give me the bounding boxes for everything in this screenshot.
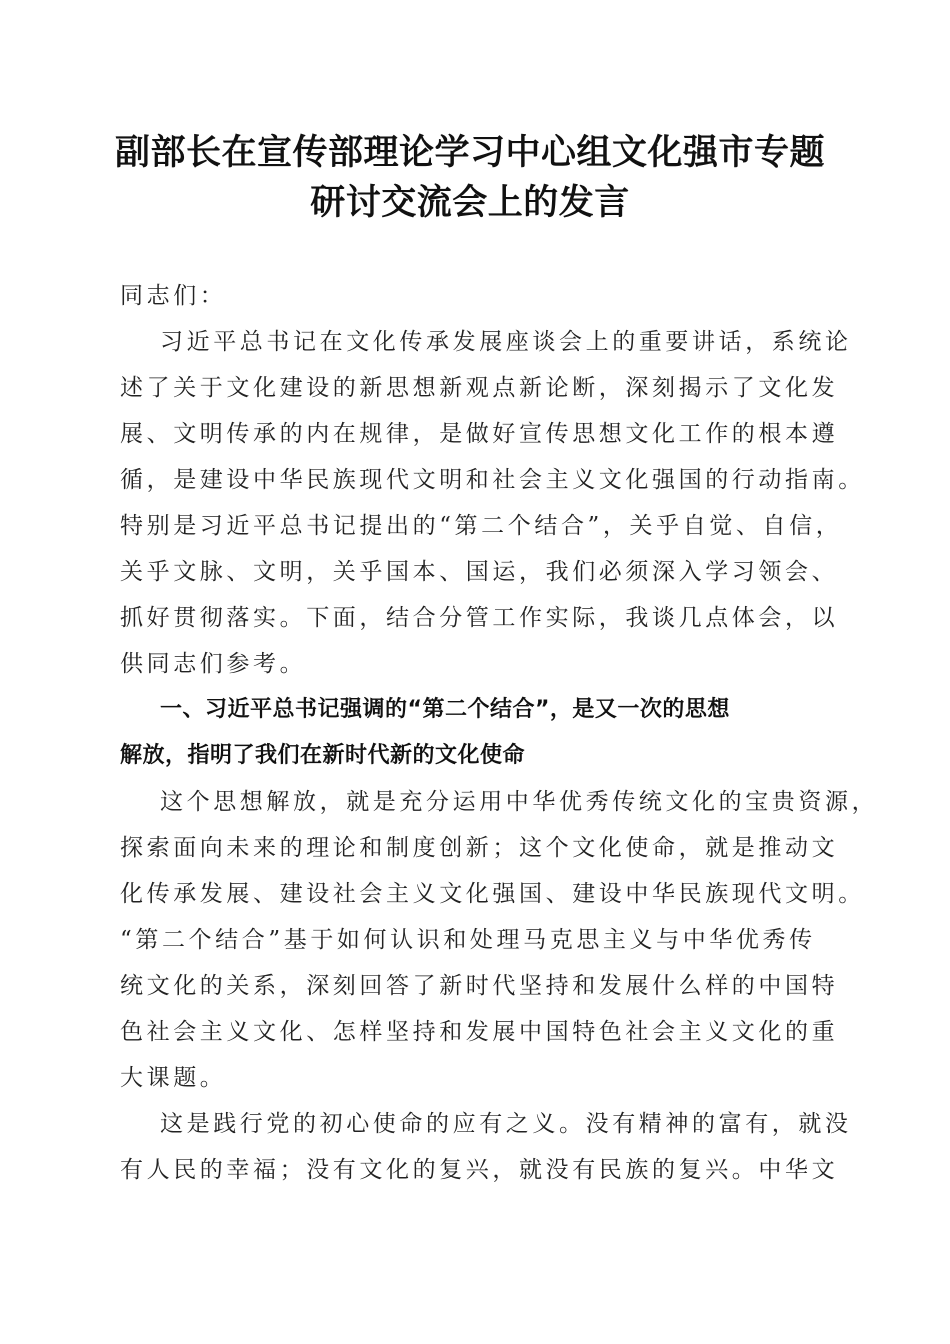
text-line: 化传承发展、建设社会主义文化强国、建设中华民族现代文明。 [120,881,865,907]
heading-line: 一、习近平总书记强调的“第二个结合”，是又一次的思想 [160,697,730,722]
paragraph-intro [120,319,865,687]
text-line: 抓好贯彻落实。下面，结合分管工作实际，我谈几点体会，以 [120,605,839,631]
text-line: 供同志们参考。 [120,651,307,677]
title-line: 研讨交流会上的发言 [310,182,630,223]
text-line: 这个思想解放，就是充分运用中华优秀传统文化的宝贵资源， [160,789,879,815]
text-line: 统文化的关系，深刻回答了新时代坚持和发展什么样的中国特 [120,973,839,999]
paragraph-section-1 [120,779,879,1101]
text-line: 述了关于文化建设的新思想新观点新论断，深刻揭示了文化发 [120,375,839,401]
document-body [120,273,879,1193]
text-line: 习近平总书记在文化传承发展座谈会上的重要讲话，系统论 [160,329,852,355]
text-line: 这是践行党的初心使命的应有之义。没有精神的富有，就没 [160,1111,852,1137]
text-line: 展、文明传承的内在规律，是做好宣传思想文化工作的根本遵 [120,421,839,447]
salutation [120,273,832,319]
text-line: “第二个结合”基于如何认识和处理马克思主义与中华优秀传 [120,927,816,953]
heading-line: 解放，指明了我们在新时代新的文化使命 [120,743,526,768]
salutation-text: 同志们： [120,283,227,309]
text-line: 关乎文脉、文明，关乎国本、国运，我们必须深入学习领会、 [120,559,839,585]
text-line: 特别是习近平总书记提出的“第二个结合”，关乎自觉、自信， [120,513,843,539]
text-line: 有人民的幸福；没有文化的复兴，就没有民族的复兴。中华文 [120,1157,839,1183]
section-heading-1 [120,687,832,779]
document-title [100,128,840,228]
title-line: 副部长在宣传部理论学习中心组文化强市专题 [114,132,825,173]
text-line: 循，是建设中华民族现代文明和社会主义文化强国的行动指南。 [120,467,865,493]
text-line: 探索面向未来的理论和制度创新；这个文化使命，就是推动文 [120,835,839,861]
text-line: 大课题。 [120,1065,227,1091]
paragraph-mission [120,1101,852,1193]
text-line: 色社会主义文化、怎样坚持和发展中国特色社会主义文化的重 [120,1019,839,1045]
